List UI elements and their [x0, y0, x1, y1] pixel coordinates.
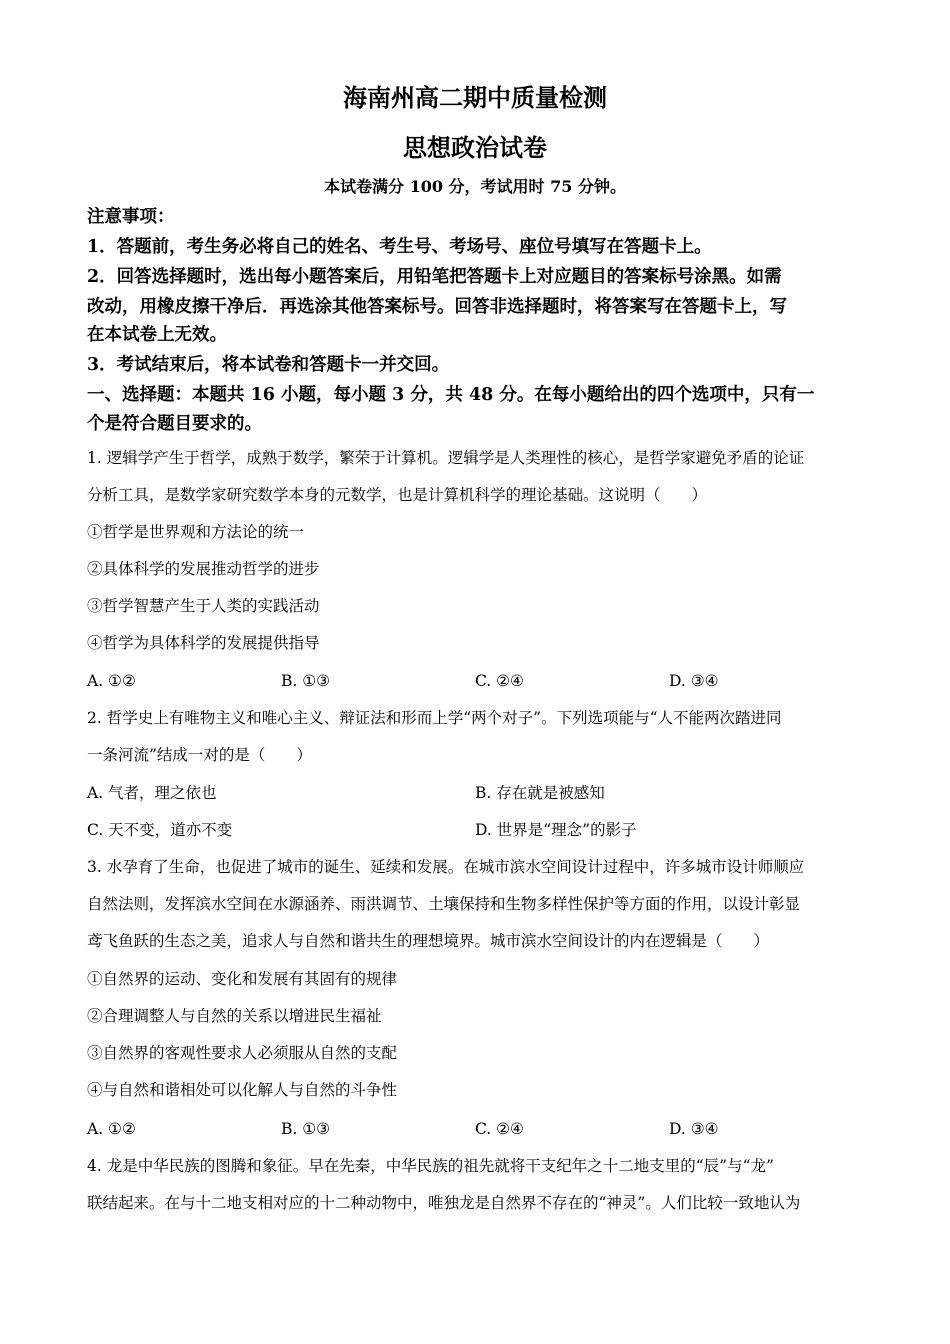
- section-1-line-1: 一、选择题：本题共 16 小题，每小题 3 分，共 48 分。在每小题给出的四个选项中，只有一: [87, 385, 815, 405]
- notice-item-2-line-3: 在本试卷上无效。: [87, 325, 227, 345]
- q1-option-d: D. ③④: [669, 672, 719, 690]
- q3-statement-3: ③自然界的客观性要求人必须服从自然的支配: [87, 1044, 398, 1062]
- q2-stem-line-1: 2. 哲学史上有唯物主义和唯心主义、辩证法和形而上学“两个对子”。下列选项能与“人不能两次踏进同: [87, 709, 782, 727]
- exam-title: 海南州高二期中质量检测: [343, 83, 607, 112]
- subject-title: 思想政治试卷: [403, 133, 547, 162]
- q4-stem-line-2: 联结起来。在与十二地支相对应的十二种动物中，唯独龙是自然界不存在的“神灵”。人们比较一致地认为: [87, 1194, 801, 1212]
- q3-statement-4: ④与自然和谐相处可以化解人与自然的斗争性: [87, 1081, 398, 1099]
- exam-info: 本试卷满分 100 分，考试用时 75 分钟。: [324, 177, 626, 196]
- notice-item-1: 1．答题前，考生务必将自己的姓名、考生号、考场号、座位号填写在答题卡上。: [87, 237, 712, 257]
- q2-option-a: A. 气者，理之依也: [87, 784, 217, 802]
- q1-option-a: A. ①②: [87, 672, 136, 690]
- q1-option-b: B. ①③: [281, 672, 331, 690]
- q1-statement-4: ④哲学为具体科学的发展提供指导: [87, 634, 320, 652]
- q2-option-c: C. 天不变，道亦不变: [87, 821, 233, 839]
- q3-stem-line-2: 自然法则，发挥滨水空间在水源涵养、雨洪调节、土壤保持和生物多样性保护等方面的作用，以设计彰显: [87, 895, 801, 913]
- q3-option-c: C. ②④: [475, 1120, 524, 1138]
- q1-statement-2: ②具体科学的发展推动哲学的进步: [87, 560, 320, 578]
- section-1-line-2: 个是符合题目要求的。: [87, 414, 262, 434]
- notice-heading: 注意事项：: [87, 207, 175, 227]
- q2-option-d: D. 世界是“理念”的影子: [475, 821, 637, 839]
- q3-stem-line-1: 3. 水孕育了生命，也促进了城市的诞生、延续和发展。在城市滨水空间设计过程中，许多城市设计师顺应: [87, 858, 805, 876]
- q3-option-b: B. ①③: [281, 1120, 331, 1138]
- q2-stem-line-2: 一条河流”结成一对的是（ ）: [87, 746, 312, 764]
- q1-stem-line-1: 1. 逻辑学产生于哲学，成熟于数学，繁荣于计算机。逻辑学是人类理性的核心，是哲学家避免矛盾的论证: [87, 449, 805, 467]
- q4-stem-line-1: 4. 龙是中华民族的图腾和象征。早在先秦，中华民族的祖先就将干支纪年之十二地支里的“辰”与“龙”: [87, 1157, 774, 1175]
- notice-item-2-line-1: 2．回答选择题时，选出每小题答案后，用铅笔把答题卡上对应题目的答案标号涂黑。如需: [87, 267, 782, 287]
- notice-item-2-line-2: 改动，用橡皮擦干净后．再选涂其他答案标号。回答非选择题时，将答案写在答题卡上，写: [87, 297, 787, 317]
- q3-stem-line-3: 鸢飞鱼跃的生态之美，追求人与自然和谐共生的理想境界。城市滨水空间设计的内在逻辑是（ ）: [87, 932, 770, 950]
- q1-option-c: C. ②④: [475, 672, 524, 690]
- q3-option-d: D. ③④: [669, 1120, 719, 1138]
- q1-stem-line-2: 分析工具，是数学家研究数学本身的元数学，也是计算机科学的理论基础。这说明（ ）: [87, 486, 708, 504]
- notice-item-3: 3．考试结束后，将本试卷和答题卡一并交回。: [87, 355, 450, 375]
- q1-statement-3: ③哲学智慧产生于人类的实践活动: [87, 597, 320, 615]
- q3-statement-1: ①自然界的运动、变化和发展有其固有的规律: [87, 970, 398, 988]
- q2-option-b: B. 存在就是被感知: [475, 784, 605, 802]
- q3-statement-2: ②合理调整人与自然的关系以增进民生福祉: [87, 1007, 382, 1025]
- q1-statement-1: ①哲学是世界观和方法论的统一: [87, 523, 305, 541]
- q3-option-a: A. ①②: [87, 1120, 136, 1138]
